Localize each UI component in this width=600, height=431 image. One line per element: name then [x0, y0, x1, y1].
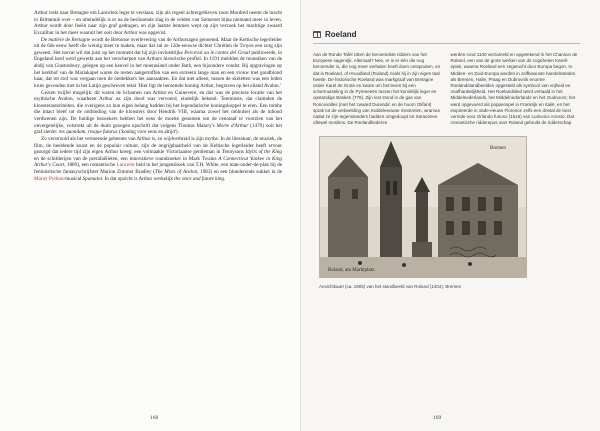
italic-title: matière de Bretagne	[48, 36, 91, 43]
left-body-text	[34, 10, 282, 182]
sidebar-column-2	[451, 52, 581, 126]
postcard-label: Roland, am Marktplatz.	[328, 268, 376, 274]
italic-title: the once and future king	[174, 175, 225, 182]
body-paragraph	[34, 10, 282, 37]
text-run: (1470) ooit het graf sierde:	[34, 122, 282, 136]
text-run: Arthur trekt naar Bretagne om Lancelots leger te verslaan, zijn als regent achtergebleven zoon Mordred neemt de macht in Brittannië over – en uiteindelijk is er na de beslissende slag in de velden van Somerset bijna niemand meer in leven. Arthur wordt door feeën naar zijn graf gedragen, en zijn laatste lemmen wept op zijn verzoek het machtige zwaard Excalibur in het meer waaruit het ooit door Arthur was opgevist.	[34, 10, 282, 36]
text-run: . In dat opzicht is Arthur werkelijk	[102, 175, 175, 182]
text-run: De	[41, 36, 49, 43]
page-number-left: 168	[150, 415, 159, 421]
postcard-stamp-text: Bremen	[490, 146, 506, 152]
text-run: publiceerde, in Engeland hard werd gewerkt aan het verscherpen van Arthurs historische profiel. In 1191 meldden de monniken van de abdij van Glastonbury, gelegen op een heuvel in het moerasland onder Bath, een bijzondere vondst. Bij opgravingen op het kerkhof van de Mariakapel waren de resten aangetroffen van een extreem lange man en een vrouw met goudblond haar, dat tot stof was vergaan toen de ontdekkers het aanraakten. En dat niet alleen, tussen de skeletten was een loden kruis gevonden met in het Latijn geschreven tekst 'Hier ligt de beroemde koning Arthur, begraven op het eiland Avalon.'	[34, 49, 283, 89]
postcard-photo	[319, 136, 527, 278]
sidebar-box-title: Roeland	[325, 30, 357, 39]
book-icon	[313, 31, 321, 38]
body-paragraph	[34, 37, 282, 90]
italic-title: A Connecticut Yankee in King Arthur's Court	[34, 155, 282, 169]
italic-title: Spamalot	[82, 175, 102, 182]
sidebar-box-columns	[313, 52, 580, 126]
italic-title: Perceval ou le contes del Graal	[184, 49, 250, 56]
italic-title: rex quondam, rexque futurus	[58, 129, 118, 136]
sidebar-text-1: Aan de Ronde Tafel zitten de beroemdste ridders van het Europese sagenrijk. Allemaal? Nee, er is er één die nog beroemder is, die nog meer verhalen heeft doen ontspruiten, en dat is Roeland, of Hruodland (Roland) zoals hij in zijn eigen taal heette. De historische Roeland was markgraaf van Bretagne onder Karel de Grote en kwam om het leven bij een schermutseling in de Pyreneeën tussen het koninklijk leger en opstandige Basken (778). Zijn lost stond in de gas van Roncevalles (met het zwaard Durenda' en de hoorn Olifant) sprak tot de verbeelding van middeleeuwse minstrelen, wrarvan nadat ze zijn tegenstanders hadden omgedoopt tot Saracenen oftewel moslims. De Roelandliederen	[313, 52, 441, 126]
sidebar-column-1	[313, 52, 443, 126]
text-run: ('koning voor eens en altijd').	[117, 129, 179, 136]
text-run: , 1889), een romantische	[64, 162, 117, 169]
sidebar-box-header	[313, 30, 580, 44]
text-run: held in het jongensboek van T.H. White, een man-onder-de-plak bij de feministische fantasyschrijfster Marion Zimmer Bradley (	[34, 162, 283, 175]
photo-caption: Ansichtkaart (ca. 1905) van het standbeeld van Roland (1404), Bremen	[319, 284, 462, 290]
body-paragraph	[34, 90, 282, 136]
italic-title: Idylls of the King	[245, 149, 282, 156]
text-run: en de schilderijen van de prerafaëlieten, een innovatieve roundzoeker in Mark Twains	[34, 155, 219, 162]
right-page	[300, 0, 600, 431]
text-run: Gezien twijfel mogelijk: dit waren de lichamen van Arthur en Guinevere, en dus was de precieze locatie van het mythische Avalon, waarheen Arthur na zijn dood was vervoerd, eindelijk bekend. Tenminste, dat claimden de kloosterautoriteiten, die overigens zo hun eigen belang hadden bij het legendarische koningskoppel te eren. Een tombe die intact bleef tot de ontbinding van de kloosters door Hendrik VIII, waarna zowel het omhulsel als de inhoud verdwenen zijn. De huidige bezoekers hebben het eens de moeite genomen om de cenotaaf te voorzien van het onvergetelijke, volstrekt uit de duim gezogen opschrift dat volgens Thomas Malory's	[34, 89, 282, 129]
sidebar-text-2: werden rond 1100 verzameld en opgetekend in het Chanson de Roland, een van de grote werken van de zogeheten Karell-epiek, waarna Roeland een zegetocht door Europa begon. In Midden- en Zuid-Europa werden in zelfbewuste handelssteden als Bremen, Halle, Praag en Dubrovnik enorme Roelandstandbeelden opgesteld als symbool van vrijheid en onafhankelijkheid. Het Roelandslied werd vertaald in het Middelnederlands, het Middelnederlands en het Oudnoors; het werd opgevoerd als poppenspel in Frankrijk en Italië, en het inspireerde in 15de-eeuws Florence zelfs een drietal de best vormde voor Orlando furioso (1516) van Ludovico Ariosto. Dat romantische ridderepos over Roland gebruikt de ridderschap	[450, 52, 578, 126]
text-run: -musical	[63, 175, 83, 182]
body-paragraph	[34, 136, 282, 182]
italic-title: Morte d'Arthur	[216, 122, 249, 129]
page-number-right: 169	[433, 415, 442, 421]
postcard-illustration	[320, 137, 526, 277]
linked-term[interactable]: Lancelot	[116, 162, 135, 169]
text-run: Zo verstrooid als het vermeende gebeente van Arthur is, zo wijdverbreid is zijn mythe. In de literatuur, de muziek, de film, de beeldende kunst en de populair cultuur, zijn de ongrijpbaarheid van de Keltische legerleider heeft ervoor gezorgd dat iedere tijd zijn eigen Arthur kreeg: een volmaakte Victoriaanse gentleman in Tennysons	[34, 135, 282, 156]
italic-title: The Mists of Avalon	[155, 169, 198, 175]
text-run: .	[224, 175, 226, 182]
text-run: wordt de Bretonse overlevering van de Arthursagen genoemd. Maar de Keltische legerleider uit de 6de eeuw heeft die weinig meer te maken, maar dat zal ze 12de-eeuwse dichter Chrétien de Troyes een zorg zijn geweest. Het toeval wil dat juist op het moment dat hij zijn invloedrijke	[34, 36, 282, 56]
text-run: , 1983) en een blunderende sukkel in de	[197, 169, 282, 175]
linked-term[interactable]: Monty Python	[34, 175, 64, 182]
